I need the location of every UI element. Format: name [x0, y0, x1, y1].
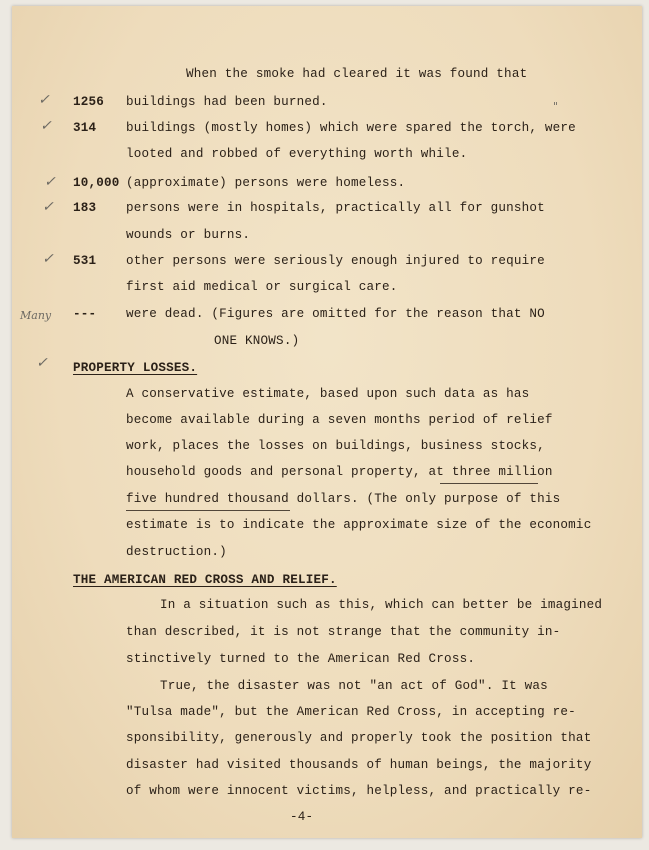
stat-number: 1256 [73, 95, 105, 109]
stat-text: were dead. (Figures are omitted for the reason that NO [126, 307, 545, 321]
paragraph-line: disaster had visited thousands of human beings, the majority [126, 758, 592, 772]
paragraph-line: stinctively turned to the American Red Cross. [126, 652, 476, 666]
paragraph-line: In a situation such as this, which can better be imagined [160, 598, 603, 612]
stat-number: 531 [73, 254, 97, 268]
check-mark-icon: ✓ [42, 199, 54, 215]
paragraph-line: destruction.) [126, 545, 227, 559]
stat-number: 314 [73, 121, 97, 135]
stat-text: first aid medical or surgical care. [126, 280, 398, 294]
stat-number: 183 [73, 201, 97, 215]
stat-text: other persons were seriously enough injured to require [126, 254, 545, 268]
paragraph-line: household goods and personal property, at three million [126, 465, 553, 479]
stat-text: wounds or burns. [126, 228, 251, 242]
paragraph-line: estimate is to indicate the approximate size of the economic [126, 518, 592, 532]
check-mark-icon: ✓ [36, 355, 48, 371]
underline-mark [440, 483, 538, 484]
paragraph-line: of whom were innocent victims, helpless, and practically re- [126, 784, 592, 798]
paragraph-line: A conservative estimate, based upon such data as has [126, 387, 530, 401]
underline-mark [126, 510, 290, 511]
paragraph-line: than described, it is not strange that the community in- [126, 625, 561, 639]
paragraph-line: sponsibility, generously and properly took the position that [126, 731, 592, 745]
paragraph-line: become available during a seven months period of relief [126, 413, 553, 427]
handwritten-many: Many [20, 309, 52, 322]
stat-text: buildings (mostly homes) which were spared the torch, were [126, 121, 576, 135]
margin-quote-mark: " [553, 100, 559, 113]
paragraph-line: work, places the losses on buildings, business stocks, [126, 439, 545, 453]
stat-number: 10,000 [73, 176, 120, 190]
stat-text: (approximate) persons were homeless. [126, 176, 406, 190]
paragraph-line: "Tulsa made", but the American Red Cross, in accepting re- [126, 705, 576, 719]
stat-text: looted and robbed of everything worth while. [126, 147, 468, 161]
intro-line: When the smoke had cleared it was found that [186, 67, 528, 81]
section-heading-property-losses: PROPERTY LOSSES. [73, 361, 198, 375]
stat-text: persons were in hospitals, practically all for gunshot [126, 201, 545, 215]
check-mark-icon: ✓ [42, 251, 54, 267]
check-mark-icon: ✓ [44, 174, 56, 190]
stat-number: --- [73, 307, 97, 321]
stat-text: ONE KNOWS.) [214, 334, 300, 348]
check-mark-icon: ✓ [38, 92, 50, 108]
page-number: -4- [290, 810, 314, 824]
stat-text: buildings had been burned. [126, 95, 328, 109]
paragraph-line: True, the disaster was not "an act of God". It was [160, 679, 548, 693]
section-heading-red-cross: THE AMERICAN RED CROSS AND RELIEF. [73, 573, 337, 587]
paragraph-line: five hundred thousand dollars. (The only purpose of this [126, 492, 561, 506]
check-mark-icon: ✓ [40, 118, 52, 134]
